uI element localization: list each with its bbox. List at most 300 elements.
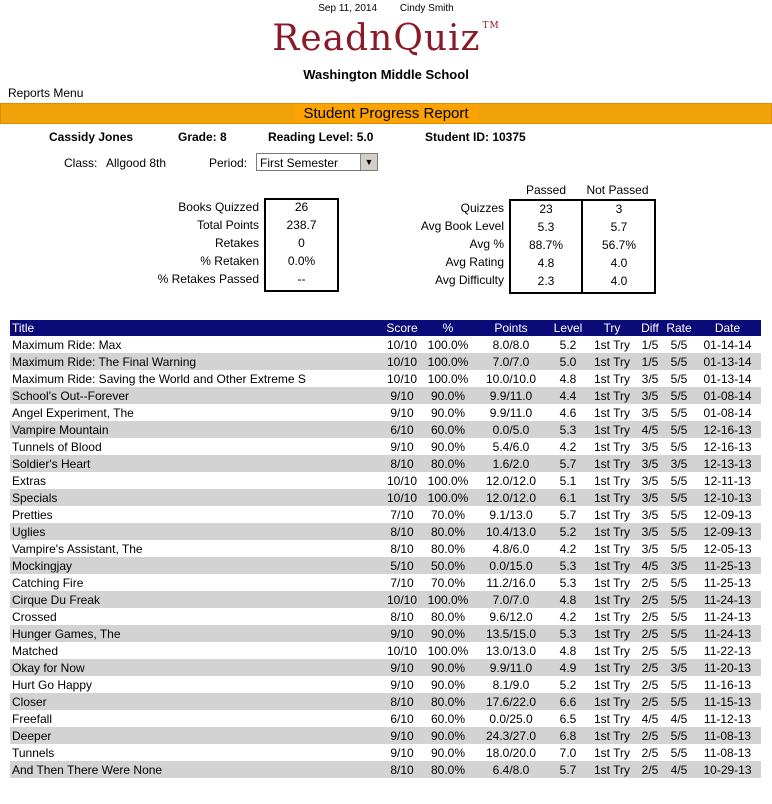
rating: 5/5 — [670, 337, 688, 352]
score: 10/10 — [386, 371, 418, 386]
retakes-label: Retakes — [214, 236, 259, 250]
percent: 50.0% — [422, 557, 474, 574]
table-row — [10, 540, 761, 557]
level: 4.8 — [548, 591, 588, 608]
level: 5.7 — [548, 455, 588, 472]
rating: 5/5 — [664, 625, 694, 642]
book-title: Catching Fire — [12, 575, 84, 590]
try: 1st Try — [593, 643, 630, 658]
table-row — [10, 676, 761, 693]
score: 9/10 — [390, 677, 414, 692]
book-title: Hunger Games, The — [10, 625, 382, 642]
difficulty: 3/5 — [641, 405, 659, 420]
difficulty: 3/5 — [641, 507, 659, 522]
student-reading-level: Reading Level: 5.0 — [268, 130, 374, 144]
difficulty: 4/5 — [641, 711, 659, 726]
date: 11-08-13 — [694, 727, 761, 744]
score: 9/10 — [390, 745, 414, 760]
difficulty: 3/5 — [636, 455, 664, 472]
percent-retaken-value: 0.0% — [287, 254, 316, 268]
points: 8.0/8.0 — [492, 337, 530, 352]
score: 10/10 — [386, 643, 418, 658]
points: 7.0/7.0 — [474, 353, 548, 370]
points: 0.0/5.0 — [474, 421, 548, 438]
percent: 100.0% — [427, 643, 469, 658]
date: 11-24-13 — [703, 609, 752, 624]
book-title: Closer — [10, 693, 382, 710]
difficulty: 2/5 — [636, 659, 664, 676]
score: 8/10 — [382, 693, 422, 710]
score: 10/10 — [382, 489, 422, 506]
points: 9.6/12.0 — [489, 609, 533, 624]
points: 13.5/15.0 — [474, 625, 548, 642]
try: 1st Try — [588, 387, 636, 404]
level: 5.2 — [559, 677, 577, 692]
date: 11-15-13 — [694, 693, 761, 710]
percent: 80.0% — [422, 455, 474, 472]
score: 6/10 — [390, 711, 414, 726]
book-title: Pretties — [12, 507, 53, 522]
table-row — [10, 387, 761, 404]
level: 4.2 — [559, 439, 577, 454]
teacher-name: Cindy Smith — [399, 3, 454, 14]
level: 4.2 — [559, 609, 577, 624]
difficulty: 4/5 — [636, 557, 664, 574]
col-percent[interactable]: % — [422, 320, 474, 336]
col-diff[interactable]: Diff — [636, 320, 664, 336]
score: 9/10 — [382, 659, 422, 676]
rating: 5/5 — [670, 575, 688, 590]
readnquiz-logo — [0, 18, 772, 59]
period-label: Period: — [209, 156, 248, 170]
try: 1st Try — [593, 507, 630, 522]
book-title: Deeper — [10, 727, 382, 744]
points: 9.1/13.0 — [489, 507, 533, 522]
difficulty: 3/5 — [641, 371, 659, 386]
rating: 5/5 — [664, 387, 694, 404]
table-row — [10, 506, 761, 523]
date: 12-09-13 — [694, 523, 761, 540]
rating: 5/5 — [664, 489, 694, 506]
score: 7/10 — [390, 575, 414, 590]
percent-retakes-passed-label: % Retakes Passed — [157, 272, 259, 286]
class-value: Allgood 8th — [106, 156, 167, 170]
percent: 80.0% — [422, 523, 474, 540]
score: 7/10 — [390, 507, 414, 522]
percent: 100.0% — [427, 371, 469, 386]
percent: 100.0% — [422, 489, 474, 506]
percent: 90.0% — [430, 405, 466, 420]
rating: 3/5 — [664, 557, 694, 574]
try: 1st Try — [588, 523, 636, 540]
col-try[interactable]: Try — [588, 320, 636, 336]
class-label: Class: — [64, 156, 98, 170]
percent: 90.0% — [422, 625, 474, 642]
points: 18.0/20.0 — [485, 745, 537, 760]
book-title: Vampire's Assistant, The — [12, 541, 143, 556]
book-title: Okay for Now — [10, 659, 382, 676]
rating: 5/5 — [664, 421, 694, 438]
passed-avg-percent: 88.7% — [528, 238, 564, 252]
score: 9/10 — [390, 439, 414, 454]
total-points-value: 238.7 — [286, 218, 317, 232]
books-quizzed-label: Books Quizzed — [178, 200, 259, 214]
difficulty: 3/5 — [636, 523, 664, 540]
points: 5.4/6.0 — [492, 439, 530, 454]
level: 4.2 — [559, 541, 577, 556]
book-title: Extras — [12, 473, 47, 488]
table-row — [10, 523, 761, 540]
rating: 5/5 — [670, 643, 688, 658]
date: 12-05-13 — [703, 541, 752, 556]
table-header-row — [10, 320, 761, 336]
book-title: Maximum Ride: Max — [12, 337, 122, 352]
points: 24.3/27.0 — [474, 727, 548, 744]
passed-header: Passed — [525, 183, 567, 197]
date: 01-13-14 — [694, 353, 761, 370]
table-row — [10, 489, 761, 506]
avg-difficulty-label: Avg Difficulty — [435, 273, 504, 287]
table-row — [10, 574, 761, 591]
book-title: Specials — [10, 489, 382, 506]
difficulty: 4/5 — [636, 421, 664, 438]
score: 6/10 — [382, 421, 422, 438]
score: 10/10 — [386, 337, 418, 352]
try: 1st Try — [588, 761, 636, 778]
score: 10/10 — [382, 353, 422, 370]
passed-avg-rating: 4.8 — [537, 256, 555, 270]
try: 1st Try — [593, 371, 630, 386]
rating: 5/5 — [670, 439, 688, 454]
try: 1st Try — [593, 439, 630, 454]
points: 9.9/11.0 — [474, 659, 548, 676]
level: 6.6 — [548, 693, 588, 710]
table-row — [10, 438, 761, 455]
percent: 60.0% — [430, 711, 466, 726]
col-score[interactable]: Score — [382, 320, 422, 336]
table-row — [10, 744, 761, 761]
table-row — [10, 659, 761, 676]
level: 5.3 — [548, 421, 588, 438]
period-select-value: First Semester — [260, 156, 339, 170]
percent: 80.0% — [430, 609, 466, 624]
book-title: Freefall — [12, 711, 53, 726]
percent: 90.0% — [430, 677, 466, 692]
table-row — [10, 608, 761, 625]
not-passed-avg-difficulty: 4.0 — [610, 274, 628, 288]
level: 4.6 — [559, 405, 577, 420]
difficulty: 2/5 — [641, 643, 659, 658]
rating: 5/5 — [664, 353, 694, 370]
percent: 90.0% — [422, 659, 474, 676]
col-rate[interactable]: Rate — [664, 320, 694, 336]
level: 5.7 — [559, 507, 577, 522]
level: 5.3 — [548, 557, 588, 574]
date: 01-08-14 — [703, 405, 752, 420]
rating: 3/5 — [664, 455, 694, 472]
rating: 5/5 — [670, 507, 688, 522]
date: 01-13-14 — [703, 371, 752, 386]
report-title: Student Progress Report — [295, 104, 476, 123]
try: 1st Try — [588, 557, 636, 574]
table-row — [10, 625, 761, 642]
date: 12-13-13 — [694, 455, 761, 472]
percent: 90.0% — [430, 745, 466, 760]
difficulty: 1/5 — [636, 353, 664, 370]
percent-retakes-passed-value: -- — [297, 272, 306, 286]
percent: 100.0% — [427, 473, 469, 488]
try: 1st Try — [588, 659, 636, 676]
table-row — [10, 693, 761, 710]
logo-trademark: TM — [482, 21, 500, 31]
table-row — [10, 370, 761, 387]
difficulty: 2/5 — [641, 677, 659, 692]
rating: 5/5 — [664, 727, 694, 744]
difficulty: 1/5 — [641, 337, 659, 352]
date: 11-25-13 — [694, 557, 761, 574]
book-title: Tunnels of Blood — [12, 439, 102, 454]
try: 1st Try — [593, 677, 630, 692]
points: 7.0/7.0 — [474, 591, 548, 608]
level: 4.8 — [559, 371, 577, 386]
date: 01-14-14 — [703, 337, 752, 352]
points: 1.6/2.0 — [474, 455, 548, 472]
date: 01-08-14 — [694, 387, 761, 404]
score: 9/10 — [382, 727, 422, 744]
date: 12-10-13 — [694, 489, 761, 506]
book-title: Maximum Ride: The Final Warning — [10, 353, 382, 370]
level: 4.9 — [548, 659, 588, 676]
try: 1st Try — [593, 405, 630, 420]
table-row — [10, 727, 761, 744]
percent: 80.0% — [430, 541, 466, 556]
percent: 80.0% — [422, 693, 474, 710]
score: 8/10 — [382, 761, 422, 778]
book-title: Mockingjay — [10, 557, 382, 574]
level: 5.3 — [548, 625, 588, 642]
table-row — [10, 472, 761, 489]
try: 1st Try — [593, 541, 630, 556]
try: 1st Try — [588, 727, 636, 744]
date: 11-12-13 — [703, 711, 752, 726]
avg-percent-label: Avg % — [469, 237, 504, 251]
percent: 90.0% — [422, 727, 474, 744]
points: 11.2/16.0 — [486, 575, 536, 590]
score: 8/10 — [390, 541, 414, 556]
try: 1st Try — [588, 353, 636, 370]
level: 6.8 — [548, 727, 588, 744]
date: 12-09-13 — [703, 507, 752, 522]
percent: 60.0% — [422, 421, 474, 438]
rating: 5/5 — [670, 677, 688, 692]
passed-avg-difficulty: 2.3 — [537, 274, 555, 288]
school-name: Washington Middle School — [303, 67, 469, 82]
points: 8.1/9.0 — [492, 677, 530, 692]
difficulty: 3/5 — [641, 439, 659, 454]
rating: 5/5 — [670, 371, 688, 386]
score: 8/10 — [382, 523, 422, 540]
book-title: Cirque Du Freak — [10, 591, 382, 608]
score: 9/10 — [390, 405, 414, 420]
level: 5.2 — [559, 337, 577, 352]
points: 12.0/12.0 — [474, 489, 548, 506]
rating: 5/5 — [670, 405, 688, 420]
book-title: Hurt Go Happy — [12, 677, 93, 692]
book-title: Uglies — [10, 523, 382, 540]
rating: 5/5 — [664, 523, 694, 540]
points: 6.4/8.0 — [474, 761, 548, 778]
level: 4.4 — [548, 387, 588, 404]
books-quizzed-value: 26 — [294, 200, 309, 214]
report-title-bar — [0, 103, 772, 124]
not-passed-header: Not Passed — [586, 183, 649, 197]
level: 7.0 — [559, 745, 577, 760]
date: 11-24-13 — [694, 591, 761, 608]
book-title: Matched — [12, 643, 59, 658]
book-title: Crossed — [12, 609, 57, 624]
book-title: School's Out--Forever — [10, 387, 382, 404]
table-row — [10, 455, 761, 472]
passed-avg-book-level: 5.3 — [537, 220, 555, 234]
level: 4.8 — [559, 643, 577, 658]
table-row — [10, 761, 761, 778]
date: 12-16-13 — [694, 421, 761, 438]
percent: 100.0% — [422, 353, 474, 370]
score: 8/10 — [390, 609, 414, 624]
percent: 70.0% — [430, 507, 466, 522]
date: 11-24-13 — [694, 625, 761, 642]
table-row — [10, 710, 761, 727]
col-points[interactable]: Points — [474, 320, 548, 336]
book-title: Tunnels — [12, 745, 55, 760]
points: 12.0/12.0 — [485, 473, 537, 488]
difficulty: 2/5 — [636, 727, 664, 744]
try: 1st Try — [588, 693, 636, 710]
table-row — [10, 557, 761, 574]
date: 11-20-13 — [694, 659, 761, 676]
report-header-line — [0, 3, 772, 14]
difficulty: 2/5 — [636, 693, 664, 710]
points: 9.9/11.0 — [474, 387, 548, 404]
difficulty: 3/5 — [641, 473, 659, 488]
points: 17.6/22.0 — [474, 693, 548, 710]
table-row — [10, 642, 761, 659]
rating: 5/5 — [670, 541, 688, 556]
points: 10.4/13.0 — [474, 523, 548, 540]
level: 5.7 — [548, 761, 588, 778]
try: 1st Try — [588, 489, 636, 506]
reports-menu-link[interactable]: Reports Menu — [8, 86, 84, 100]
try: 1st Try — [593, 575, 630, 590]
score: 5/10 — [382, 557, 422, 574]
try: 1st Try — [593, 711, 630, 726]
date: 11-25-13 — [703, 575, 752, 590]
quiz-results-table — [10, 320, 761, 778]
try: 1st Try — [593, 473, 630, 488]
rating: 5/5 — [670, 609, 688, 624]
not-passed-avg-book-level: 5.7 — [610, 220, 628, 234]
percent: 70.0% — [430, 575, 466, 590]
period-select[interactable] — [256, 153, 378, 171]
score: 8/10 — [382, 455, 422, 472]
rating: 5/5 — [664, 693, 694, 710]
col-level[interactable]: Level — [548, 320, 588, 336]
points: 4.8/6.0 — [492, 541, 530, 556]
try: 1st Try — [593, 745, 630, 760]
date: 11-16-13 — [703, 677, 752, 692]
table-row — [10, 421, 761, 438]
difficulty: 2/5 — [641, 575, 659, 590]
col-title[interactable]: Title — [10, 320, 382, 336]
student-name: Cassidy Jones — [49, 130, 134, 144]
try: 1st Try — [593, 609, 630, 624]
percent: 100.0% — [427, 337, 469, 352]
table-row — [10, 404, 761, 421]
level: 5.1 — [559, 473, 577, 488]
difficulty: 2/5 — [641, 609, 659, 624]
points: 9.9/11.0 — [489, 405, 533, 420]
total-points-label: Total Points — [196, 218, 259, 232]
table-row — [10, 353, 761, 370]
avg-rating-label: Avg Rating — [445, 255, 504, 269]
points: 10.0/10.0 — [485, 371, 537, 386]
level: 5.0 — [548, 353, 588, 370]
percent: 90.0% — [430, 439, 466, 454]
date: 12-16-13 — [703, 439, 752, 454]
book-title: And Then There Were None — [10, 761, 382, 778]
book-title: Angel Experiment, The — [12, 405, 134, 420]
table-row — [10, 336, 761, 353]
rating: 4/5 — [670, 711, 688, 726]
rating: 5/5 — [670, 745, 688, 760]
level: 6.1 — [548, 489, 588, 506]
book-title: Maximum Ride: Saving the World and Other Extreme S — [12, 371, 306, 386]
rating: 5/5 — [664, 591, 694, 608]
not-passed-avg-rating: 4.0 — [610, 256, 628, 270]
not-passed-avg-percent: 56.7% — [601, 238, 637, 252]
student-grade: Grade: 8 — [178, 130, 227, 144]
difficulty: 2/5 — [636, 591, 664, 608]
chevron-down-icon[interactable]: ▼ — [360, 154, 377, 170]
difficulty: 3/5 — [641, 541, 659, 556]
percent: 80.0% — [422, 761, 474, 778]
rating: 5/5 — [670, 473, 688, 488]
retakes-value: 0 — [298, 236, 305, 250]
col-date[interactable]: Date — [694, 320, 761, 336]
level: 5.3 — [559, 575, 577, 590]
difficulty: 3/5 — [636, 387, 664, 404]
date: 12-11-13 — [703, 473, 752, 488]
percent: 90.0% — [422, 387, 474, 404]
table-row — [10, 591, 761, 608]
percent-retaken-label: % Retaken — [200, 254, 259, 268]
date: 10-29-13 — [694, 761, 761, 778]
score: 10/10 — [382, 591, 422, 608]
avg-book-level-label: Avg Book Level — [420, 219, 504, 233]
date: 11-22-13 — [703, 643, 752, 658]
report-date: Sep 11, 2014 — [318, 3, 378, 14]
logo-text: ReadnQuiz — [272, 18, 481, 59]
try: 1st Try — [588, 421, 636, 438]
score: 9/10 — [382, 387, 422, 404]
rating: 4/5 — [664, 761, 694, 778]
book-title: Vampire Mountain — [10, 421, 382, 438]
difficulty: 2/5 — [641, 745, 659, 760]
try: 1st Try — [588, 455, 636, 472]
student-id: Student ID: 10375 — [425, 130, 526, 144]
percent: 100.0% — [422, 591, 474, 608]
try: 1st Try — [588, 625, 636, 642]
